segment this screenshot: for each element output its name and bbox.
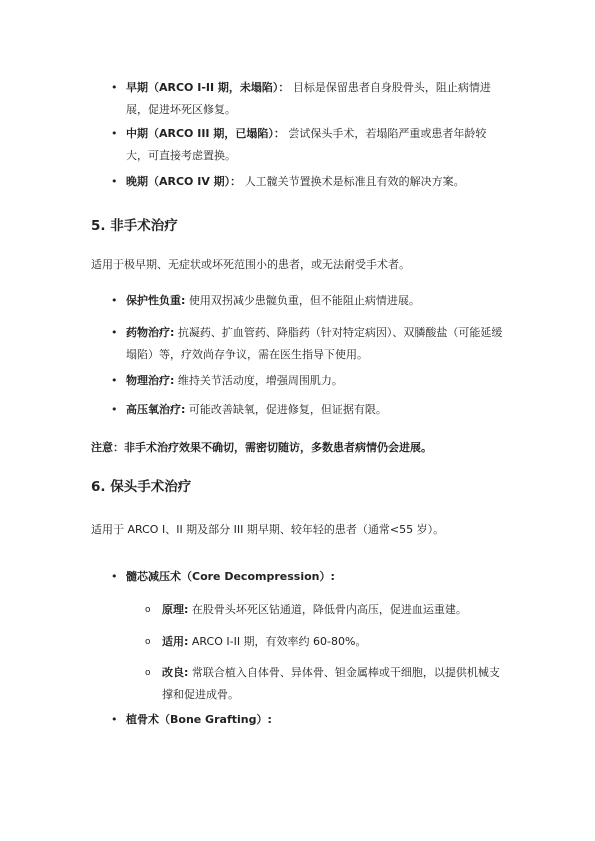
- item-label: 适用:: [162, 635, 189, 648]
- item-label: 髓芯减压术（Core Decompression）:: [126, 570, 335, 583]
- item-text: 可能改善缺氧，促进修复，但证据有限。: [188, 403, 387, 416]
- list-item-bone-grafting: [111, 709, 506, 731]
- item-label: 改良:: [162, 666, 189, 679]
- item-text: 目标是保留患者自身股骨头，阻止病情进展，促进坏死区修复。: [126, 81, 491, 116]
- section-intro: 适用于极早期、无症状或坏死范围小的患者，或无法耐受手术者。: [91, 258, 410, 271]
- sub-item-indication: [145, 631, 508, 653]
- item-label: 高压氧治疗:: [126, 403, 186, 416]
- list-item-physical-therapy: [111, 370, 506, 392]
- bullet-icon: •: [111, 175, 118, 188]
- section-heading-nonsurgical: 5. 非手术治疗: [91, 218, 178, 234]
- item-text: 在股骨头坏死区钻通道，降低骨内高压，促进血运重建。: [191, 603, 467, 616]
- item-text: 人工髋关节置换术是标准且有效的解决方案。: [244, 175, 465, 188]
- sub-item-improvement: [145, 662, 508, 706]
- item-label: 中期（ARCO III 期，已塌陷）：: [126, 127, 285, 140]
- item-text: 维持关节活动度，增强周围肌力。: [177, 374, 343, 387]
- list-item-protective-weight: [111, 290, 506, 312]
- circle-bullet-icon: o: [145, 605, 151, 615]
- item-label: 物理治疗:: [126, 374, 175, 387]
- item-label: 药物治疗:: [126, 326, 175, 339]
- bullet-icon: •: [111, 570, 118, 583]
- item-label: 植骨术（Bone Grafting）:: [126, 713, 272, 726]
- note-text: 注意：非手术治疗效果不确切，需密切随访，多数患者病情仍会进展。: [91, 441, 432, 454]
- item-label: 早期（ARCO I-II 期，未塌陷）：: [126, 81, 290, 94]
- circle-bullet-icon: o: [145, 668, 151, 678]
- bullet-icon: •: [111, 127, 118, 140]
- bullet-icon: •: [111, 713, 118, 726]
- item-label: 保护性负重:: [126, 294, 186, 307]
- bullet-icon: •: [111, 326, 118, 339]
- sub-item-principle: [145, 599, 508, 621]
- item-text: ARCO I-II 期，有效率约 60-80%。: [191, 635, 367, 648]
- circle-bullet-icon: o: [145, 637, 151, 647]
- bullet-icon: •: [111, 294, 118, 307]
- list-item-stage-late: [111, 171, 506, 193]
- list-item-medication: [111, 322, 506, 366]
- section-intro: 适用于 ARCO I、II 期及部分 III 期早期、较年轻的患者（通常<55 岁）。: [91, 523, 445, 536]
- item-text: 抗凝药、扩血管药、降脂药（针对特定病因）、双膦酸盐（可能延缓塌陷）等，疗效尚存争议，需在医生指导下使用。: [126, 326, 503, 361]
- list-item-stage-early: [111, 77, 506, 121]
- section-heading-head-preserving: 6. 保头手术治疗: [91, 479, 192, 495]
- item-text: 尝试保头手术，若塌陷严重或患者年龄较大，可直接考虑置换。: [126, 127, 487, 162]
- item-label: 原理:: [162, 603, 189, 616]
- item-text: 使用双拐减少患髋负重，但不能阻止病情进展。: [188, 294, 420, 307]
- bullet-icon: •: [111, 81, 118, 94]
- list-item-hyperbaric-oxygen: [111, 399, 506, 421]
- item-text: 常联合植入自体骨、异体骨、钽金属棒或干细胞，以提供机械支撑和促进成骨。: [162, 666, 500, 701]
- list-item-stage-mid: [111, 123, 506, 167]
- item-label: 晚期（ARCO IV 期）：: [126, 175, 242, 188]
- bullet-icon: •: [111, 374, 118, 387]
- list-item-core-decompression: [111, 566, 506, 588]
- bullet-icon: •: [111, 403, 118, 416]
